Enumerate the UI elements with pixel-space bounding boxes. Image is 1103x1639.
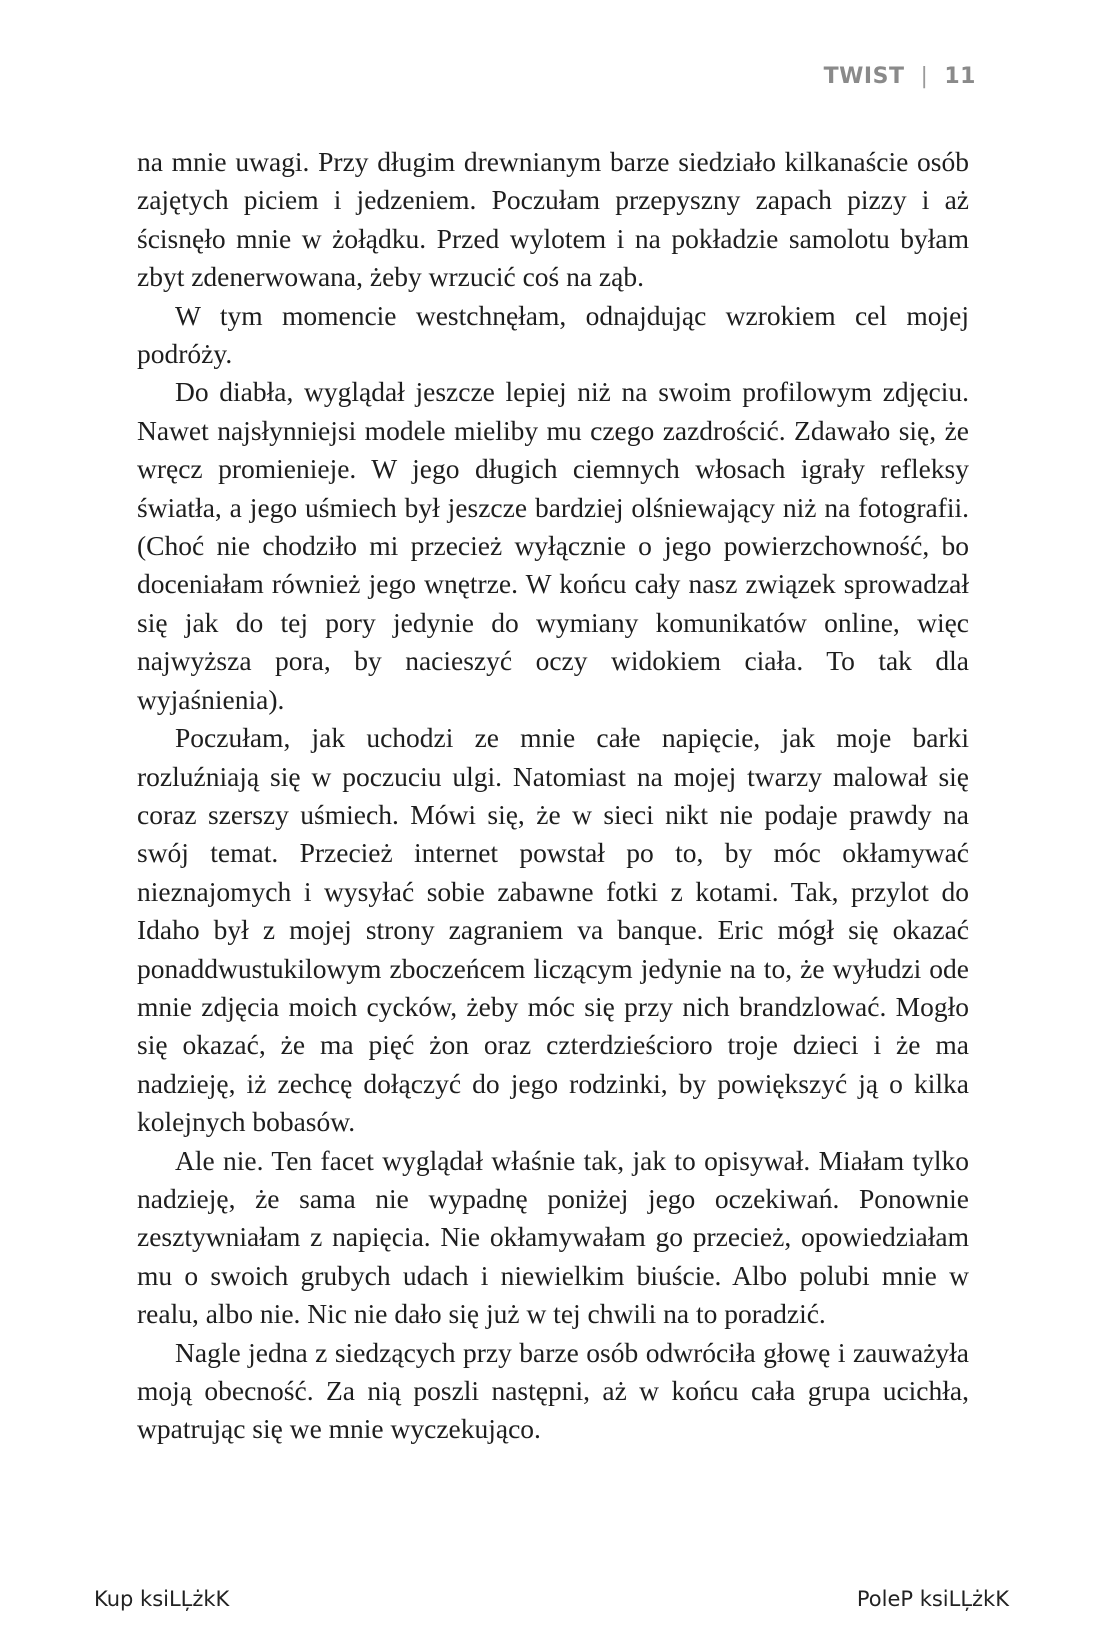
paragraph: Poczułam, jak uchodzi ze mnie całe napięcie, jak moje barki rozluźniają się w poczuciu ulgi. Natomiast na mojej twarzy malował się coraz szerszy uśmiech. Mówi się, że w sieci nikt nie podaje prawdy na swój temat. Przecież internet powstał po to, by móc okłamywać nieznajomych i wysyłać sobie zabawne fotki z kotami. Tak, przylot do Idaho był z mojej strony zagraniem va banque. Eric mógł się okazać ponaddwustukilowym zboczeńcem liczącym jedynie na to, że wyłudzi ode mnie zdjęcia moich cycków, żeby móc się przy nich brandzlować. Mogło się okazać, że ma pięć żon oraz czterdzieścioro troje dzieci i że ma nadzieję, iż zechcę dołączyć do jego rodzinki, by powiększyć ją o kilka kolejnych bobasów. (137, 722, 969, 1138)
paragraph: Do diabła, wyglądał jeszcze lepiej niż na swoim profilowym zdjęciu. Nawet najsłynniejsi modele mieliby mu czego zazdrościć. Zdawało się, że wręcz promienieje. W jego długich ciemnych włosach igrały refleksy światła, a jego uśmiech był jeszcze bardziej olśniewający niż na fotografii. (Choć nie chodziło mi przecież wyłącznie o jego powierzchowność, bo doceniałam również jego wnętrze. W końcu cały nasz związek sprowadzał się jak do tej pory jedynie do wymiany komunikatów online, więc najwyższa pora, by nacieszyć oczy widokiem ciała. To tak dla wyjaśnienia). (137, 376, 969, 715)
book-title: TWIST (823, 64, 905, 89)
paragraph: Ale nie. Ten facet wyglądał właśnie tak, jak to opisywał. Miałam tylko nadzieję, że sama nie wypadnę poniżej jego oczekiwań. Ponownie zesztywniałam z napięcia. Nie okłamywałam go przecież, opowiedziałam mu o swoich grubych udach i niewielkim biuście. Albo polubi mnie w realu, albo nie. Nic nie dało się już w tej chwili na to poradzić. (137, 1144, 969, 1330)
paragraph: na mnie uwagi. Przy długim drewnianym barze siedziało kilkanaście osób zajętych piciem i jedzeniem. Poczułam przepyszny zapach pizzy i aż ścisnęło mnie w żołądku. Przed wylotem i na pokładzie samolotu byłam zbyt zdenerwowana, żeby wrzucić coś na ząb. (137, 146, 969, 293)
paragraph: W tym momencie westchnęłam, odnajdując wzrokiem cel mojej podróży. (137, 299, 969, 370)
buy-book-link[interactable]: Kup ksiLĻżkK (94, 1587, 230, 1611)
running-head (824, 64, 976, 89)
body-text (137, 143, 969, 1449)
page-number: 11 (944, 64, 976, 89)
recommend-book-link[interactable]: PoleP ksiLĻżkK (856, 1587, 1009, 1611)
header-separator: | (920, 64, 929, 89)
paragraph: Nagle jedna z siedzących przy barze osób odwróciła głowę i zauważyła moją obecność. Za nią poszli następni, aż w końcu cała grupa ucichła, wpatrując się we mnie wyczekująco. (137, 1336, 969, 1445)
